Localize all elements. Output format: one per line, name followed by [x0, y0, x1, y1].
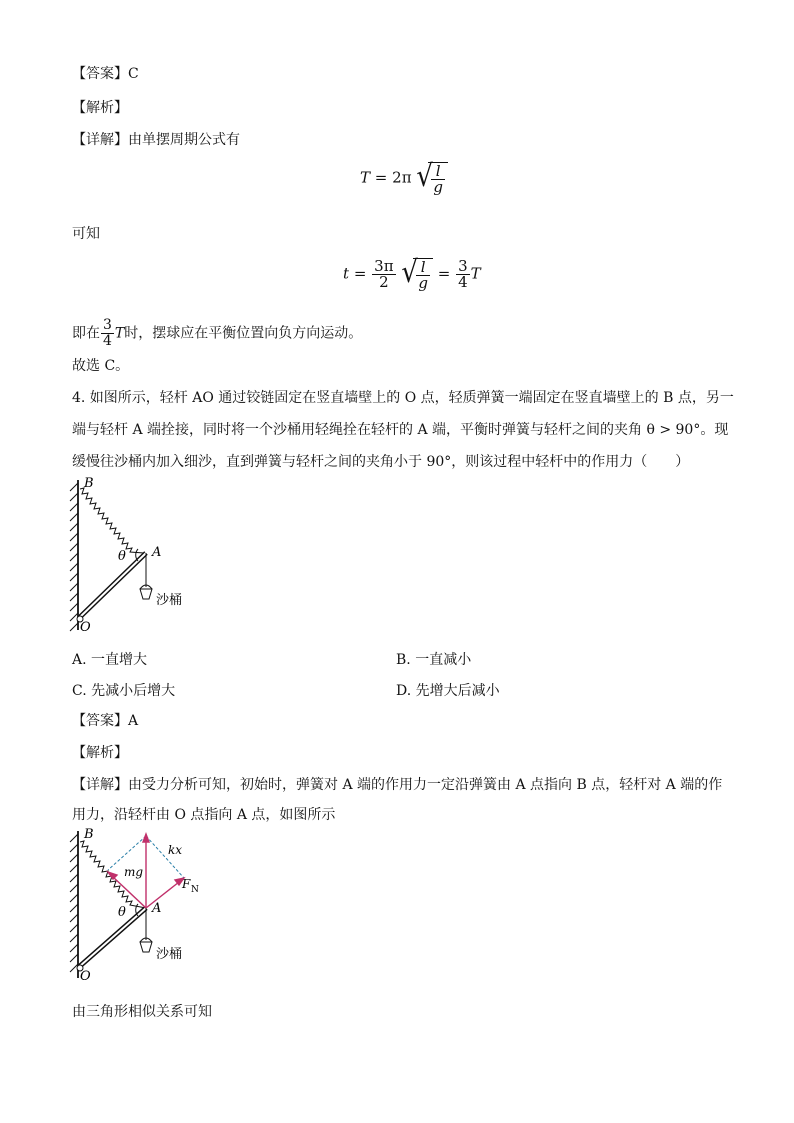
answer-tag: 【答案】 — [72, 66, 128, 82]
label-bucket: 沙桶 — [156, 593, 183, 608]
final-line: 由三角形相似关系可知 — [72, 1004, 212, 1020]
option-d[interactable]: D. 先增大后减小 — [396, 683, 500, 699]
conclusion-line: 即在 $\frac{3}{4}$ T时，摆球应在平衡位置向负方向运动。 — [72, 317, 363, 349]
detail-line2-q4: 用力，沿轻杆由 O 点指向 A 点，如图所示 — [72, 807, 336, 823]
label-theta: θ — [118, 549, 126, 564]
choose-line: 故选 C。 — [72, 358, 130, 374]
detail-tag: 【详解】 — [72, 132, 128, 148]
formula-period: T = 2π √ $\frac{l}{g}$ — [360, 162, 448, 195]
question-stem-line3: 缓慢往沙桶内加入细沙，直到弹簧与轻杆之间的夹角小于 90°，则该过程中轻杆中的作用力（ ） — [72, 454, 690, 470]
wall-hatching — [70, 483, 78, 631]
arrow-mg — [143, 834, 149, 842]
figure-force-analysis — [66, 828, 216, 988]
answer-line — [72, 64, 139, 84]
arrow-kx — [108, 872, 117, 879]
sqrt-symbol: √ $\frac{l}{g}$ — [416, 162, 448, 195]
sand-bucket — [140, 589, 152, 599]
label-bucket-2: 沙桶 — [156, 947, 183, 962]
spring — [80, 488, 144, 553]
label-fn: F — [182, 877, 191, 891]
detail-line-q4: 【详解】由受力分析可知，初始时，弹簧对 A 端的作用力一定沿弹簧由 A 点指向 B 点，轻杆对 A 端的作 — [72, 777, 723, 793]
answer-value: C — [128, 66, 139, 82]
answer-line-q4: 【答案】A — [72, 713, 139, 729]
analysis-tag: 【解析】 — [72, 100, 128, 116]
label-mg: mg — [124, 865, 144, 879]
label-theta-2: θ — [118, 905, 126, 920]
label-kx: kx — [168, 843, 183, 857]
detail-line — [72, 130, 240, 150]
label-o-2: O — [80, 969, 91, 984]
label-a: A — [152, 545, 162, 560]
label-a-2: A — [152, 901, 162, 916]
analysis-tag-q4: 【解析】 — [72, 745, 128, 761]
label-fn-sub: N — [191, 885, 199, 895]
formula-time: t = $\frac{3\pi}{2}$ √ $\frac{l}{g}$ = $\frac{3}{4}$ T — [343, 255, 481, 292]
label-b: B — [84, 476, 94, 491]
question-stem-line1: 4. 如图所示，轻杆 AO 通过铰链固定在竖直墙壁上的 O 点，轻质弹簧一端固定在竖直墙壁上的 B 点，另一 — [72, 390, 734, 406]
option-c[interactable]: C. 先减小后增大 — [72, 683, 176, 699]
label-o: O — [80, 620, 91, 635]
option-b[interactable]: B. 一直减小 — [396, 652, 472, 668]
label-b-2: B — [84, 828, 94, 842]
option-a[interactable]: A. 一直增大 — [72, 652, 148, 668]
question-stem-line2: 端与轻杆 A 端拴接，同时将一个沙桶用轻绳拴在轻杆的 A 端，平衡时弹簧与轻杆之间的夹角 θ > 90°。现 — [72, 422, 729, 438]
detail-text: 由单摆周期公式有 — [128, 132, 240, 148]
knowable-text: 可知 — [72, 226, 100, 242]
figure-spring-rod — [66, 475, 206, 640]
